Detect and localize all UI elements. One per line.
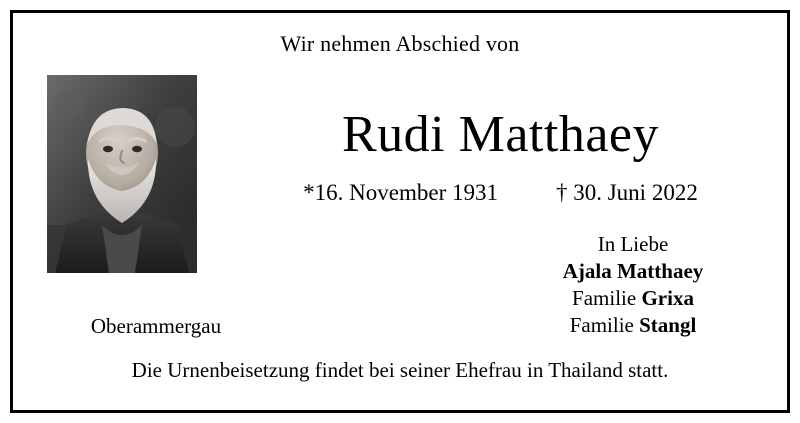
portrait-image-icon [47, 75, 197, 273]
portrait-photo [47, 75, 197, 273]
family-name-2: Stangl [639, 313, 697, 337]
mourner-family-2 [483, 312, 783, 339]
mourner-family-1 [483, 285, 783, 312]
family-prefix-2: Familie [569, 313, 640, 337]
place-name: Oberammergau [90, 314, 222, 338]
family-prefix-1: Familie [572, 286, 642, 310]
death-date: † 30. Juni 2022 [555, 180, 698, 205]
notice-border-frame [10, 10, 790, 413]
tribute-intro: In Liebe [597, 232, 669, 256]
mourners-block [483, 231, 783, 339]
life-dates [213, 178, 788, 208]
birth-date: *16. November 1931 [303, 180, 498, 205]
funeral-note: Die Urnenbeisetzung findet bei seiner Ehefrau in Thailand statt. [131, 358, 669, 382]
headline-text: Wir nehmen Abschied von [280, 31, 520, 56]
family-name-1: Grixa [641, 286, 694, 310]
deceased-name: Rudi Matthaey [341, 106, 659, 163]
mourner-primary [483, 258, 783, 285]
mourner-primary-name: Ajala Matthaey [562, 259, 704, 283]
